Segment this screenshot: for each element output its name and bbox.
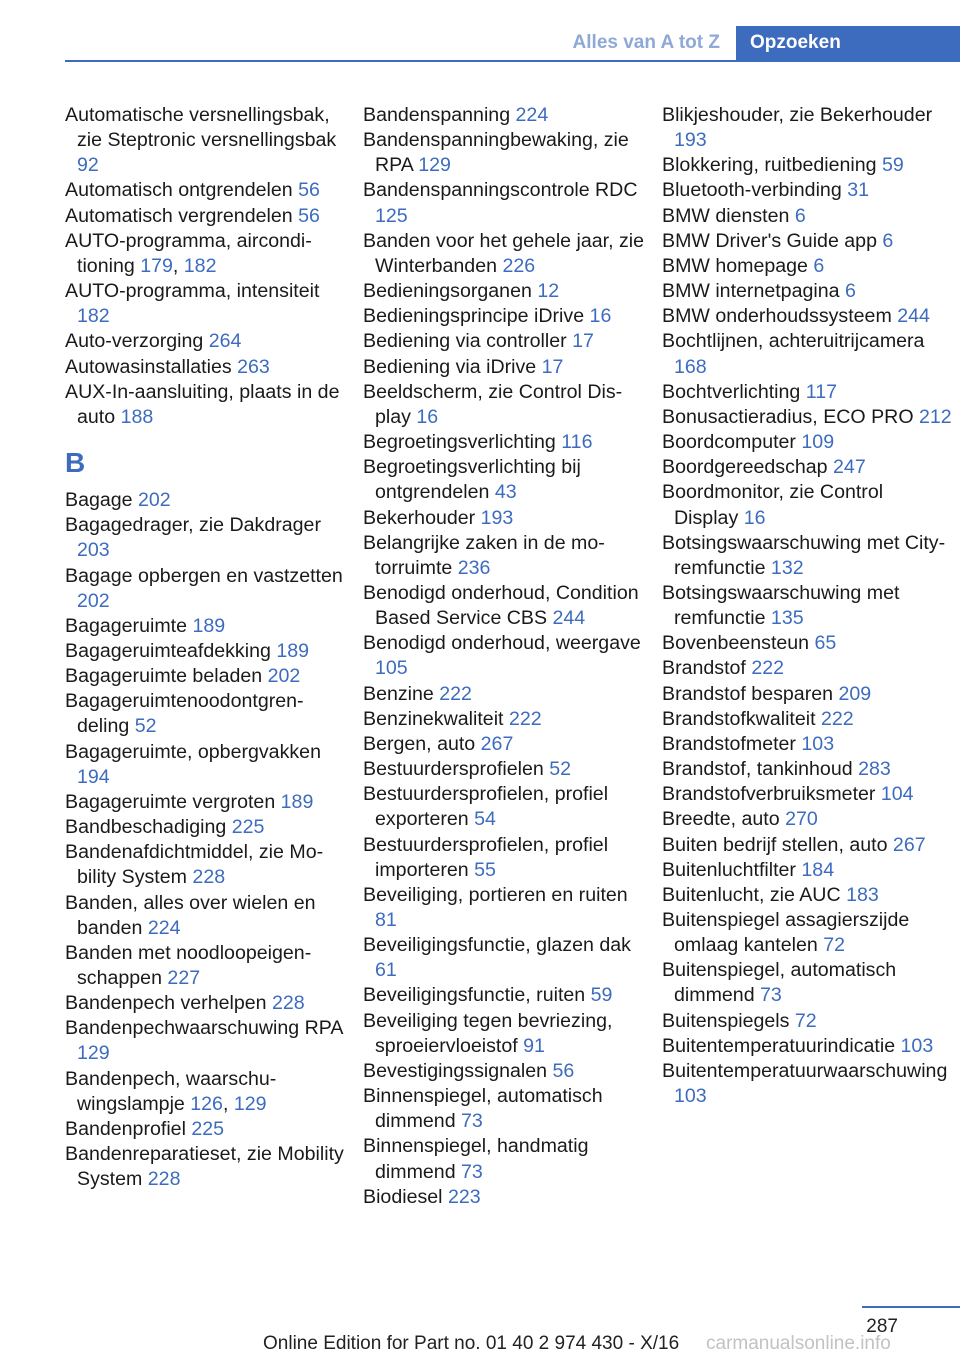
index-entry [363, 1084, 645, 1134]
page-link[interactable]: 194 [77, 765, 110, 788]
index-entry [662, 581, 952, 631]
page-link[interactable]: 224 [515, 104, 549, 126]
index-term: Brandstofmeter [662, 732, 802, 755]
index-entry [662, 430, 952, 455]
page-link[interactable]: 209 [838, 682, 872, 705]
index-entry [363, 506, 645, 531]
page-link[interactable]: 73 [461, 1160, 483, 1183]
page-link[interactable]: 105 [375, 657, 408, 680]
index-term: Bandenpechwaarschuwing RPA [65, 1017, 343, 1040]
index-entry [662, 103, 952, 153]
index-entry [65, 815, 345, 840]
index-entry [65, 355, 345, 380]
index-term: AUX-In-aansluiting, plaats in de auto [65, 380, 340, 428]
watermark: carmanualsonline.info [706, 1333, 891, 1354]
page-link[interactable]: 54 [474, 808, 496, 831]
page-link[interactable]: 12 [537, 280, 560, 303]
index-term: Bevestigingssignalen [363, 1059, 553, 1082]
page-link[interactable]: 189 [280, 790, 314, 813]
page-link[interactable]: 61 [375, 959, 397, 982]
page-link[interactable]: 179 [140, 254, 173, 277]
page-link[interactable]: 43 [494, 481, 517, 504]
page-link[interactable]: 117 [805, 380, 838, 403]
page-link[interactable]: 226 [502, 254, 536, 277]
page-link[interactable]: 132 [770, 556, 804, 579]
index-entry [363, 682, 645, 707]
index-term: Botsingswaarschuwing met remfunctie [662, 581, 900, 630]
index-entry [662, 405, 952, 430]
index-term: Beveiligingsfunctie, ruiten [363, 984, 591, 1007]
page-link[interactable]: 17 [541, 355, 564, 378]
page-link[interactable]: 129 [77, 1042, 110, 1065]
index-entry [65, 941, 345, 991]
index-term: Bandenreparatieset, zie Mobility System [65, 1143, 344, 1191]
index-term: Bagageruimte beladen [65, 665, 268, 688]
index-entry [363, 983, 645, 1008]
index-entry [662, 178, 952, 203]
page-link[interactable]: 183 [846, 883, 879, 906]
index-term: Benzine [363, 682, 440, 705]
page-link[interactable]: 59 [882, 154, 904, 177]
page-link[interactable]: 73 [461, 1110, 483, 1133]
index-entry [363, 732, 645, 757]
index-term: Bochtverlichting [662, 380, 806, 403]
index-term: Bandenpech, waarschuwingslampje [65, 1067, 277, 1115]
index-term: Bestuurdersprofielen [363, 758, 550, 781]
index-term: Bandenprofiel [65, 1117, 192, 1140]
index-entry [662, 757, 952, 782]
index-entry [65, 991, 345, 1016]
index-entry [662, 480, 952, 530]
index-term: Bluetooth-verbinding [662, 179, 848, 202]
page-link[interactable]: 103 [801, 732, 835, 755]
index-term: Benodigd onderhoud, Condition Based Service CBS [363, 581, 639, 630]
index-entry [662, 782, 952, 807]
page-link[interactable]: 104 [880, 783, 914, 806]
page-link[interactable]: 6 [813, 254, 825, 277]
index-term: Begroetingsverlichting [363, 431, 562, 454]
index-term: AUTO-programma, intensiteit [65, 280, 320, 303]
index-entry [363, 128, 645, 178]
index-entry [363, 329, 645, 354]
index-term: Bediening via iDrive [363, 355, 542, 378]
page-link[interactable]: 222 [751, 657, 785, 680]
page-link[interactable]: 16 [416, 405, 439, 428]
page-link[interactable]: 65 [814, 632, 837, 655]
page-link[interactable]: 168 [674, 355, 707, 378]
index-entry [662, 1034, 952, 1059]
index-term: Boordcomputer [662, 431, 802, 454]
index-term: Bagageruimte vergroten [65, 790, 281, 813]
page-link[interactable]: 6 [882, 229, 894, 252]
index-term: Bagage [65, 489, 138, 512]
index-term: Buitenspiegel assagierszijde omlaag kantelen [662, 909, 910, 957]
page-link[interactable]: 267 [892, 833, 926, 856]
page-link[interactable]: 72 [794, 1009, 817, 1032]
page-link[interactable]: 182 [77, 305, 110, 328]
page-link[interactable]: 244 [552, 607, 586, 630]
index-entry [662, 656, 952, 681]
page-link[interactable]: 203 [77, 539, 110, 562]
index-term: Banden voor het gehele jaar, zie Winterbanden [363, 229, 645, 277]
index-entry [65, 204, 345, 229]
page-link[interactable]: 188 [120, 405, 154, 428]
index-term: Buitenspiegels [662, 1009, 795, 1032]
index-term: Bagageruimtenoodontgrendeling [65, 690, 304, 738]
index-entry [363, 1185, 645, 1210]
index-entry [363, 229, 645, 279]
index-term: Beveiliging tegen bevriezing, sproeiervloeistof [363, 1009, 613, 1057]
index-entry [65, 664, 345, 689]
index-entry [662, 908, 952, 958]
index-term: Brandstof [662, 657, 752, 680]
page-link[interactable]: 222 [508, 707, 542, 730]
index-term: Blokkering, ruitbediening [662, 154, 883, 177]
index-entry [662, 304, 952, 329]
index-term: Bandbeschadiging [65, 816, 232, 839]
page-link[interactable]: 31 [847, 179, 869, 202]
index-entry [363, 757, 645, 782]
index-entry: AUTO-programma, airconditioning 179, 182 [65, 229, 312, 277]
index-entry [65, 1117, 345, 1142]
page-link[interactable]: 247 [833, 456, 866, 479]
index-entry [662, 958, 952, 1008]
index-term: Autowasinstallaties [65, 355, 238, 378]
index-entry [65, 564, 345, 614]
page-link[interactable]: 56 [552, 1059, 575, 1082]
page-link[interactable]: 189 [192, 614, 226, 637]
index-term: Bandenpech verhelpen [65, 992, 272, 1015]
index-term: Bochtlijnen, achteruitrijcamera [662, 330, 925, 353]
index-term: Buitenlucht, zie AUC [662, 883, 847, 906]
page-link[interactable]: 16 [589, 305, 612, 328]
page-link[interactable]: 223 [447, 1185, 481, 1208]
page-link[interactable]: 103 [674, 1085, 707, 1108]
index-term: Benodigd onderhoud, weergave [363, 632, 641, 655]
index-entry [65, 689, 345, 739]
page-link[interactable]: 228 [147, 1168, 181, 1191]
page-link[interactable]: 193 [674, 129, 707, 152]
index-term: Bestuurdersprofielen, profiel exporteren [363, 783, 609, 831]
index-entry [662, 682, 952, 707]
index-term: Banden, alles over wielen en banden [65, 891, 316, 939]
index-entry [363, 178, 645, 228]
index-term: Belangrijke zaken in de motorruimte [363, 531, 605, 579]
index-entry [662, 254, 952, 279]
index-entry [662, 531, 952, 581]
page-link[interactable]: 81 [375, 909, 397, 931]
index-entry [65, 790, 345, 815]
index-entry [65, 1016, 345, 1066]
page-link[interactable]: 91 [523, 1034, 545, 1057]
index-term: Brandstof, tankinhoud [662, 758, 859, 781]
page-link[interactable]: 225 [191, 1117, 225, 1140]
index-term: BMW Driver's Guide app [662, 229, 883, 252]
page-link[interactable]: 129 [233, 1092, 267, 1115]
page-link[interactable]: 182 [183, 254, 217, 277]
index-term: Buitentemperatuurindicatie [662, 1034, 901, 1057]
index-entry [363, 103, 645, 128]
index-entry [662, 153, 952, 178]
index-entry [363, 707, 645, 732]
index-term: BMW internetpagina [662, 280, 845, 303]
index-term: Beveiligingsfunctie, glazen dak [363, 934, 631, 957]
index-entry [363, 883, 645, 933]
page-link[interactable]: 283 [858, 758, 891, 781]
index-entry [363, 631, 645, 681]
index-entry [363, 933, 645, 983]
index-entry [662, 631, 952, 656]
page-link[interactable]: 73 [760, 984, 782, 1007]
page-number: 287 [866, 1316, 898, 1337]
index-term: Brandstofverbruiksmeter [662, 783, 881, 806]
index-entry [65, 329, 345, 354]
index-term: Bandenspanningscontrole RDC [363, 179, 638, 202]
index-entry: Bandenpech, waarschuwingslampje 126, 129 [65, 1067, 277, 1115]
index-term: Bekerhouder [363, 506, 481, 529]
page-link[interactable]: 92 [77, 154, 99, 177]
page-header [65, 26, 960, 62]
index-term: Bedieningsprincipe iDrive [363, 305, 590, 328]
index-entry [662, 833, 952, 858]
index-entry [65, 488, 345, 513]
page-link[interactable]: 228 [272, 992, 305, 1015]
index-term: Bandenspanning [363, 104, 516, 126]
index-entry [363, 430, 645, 455]
page-link[interactable]: 56 [298, 204, 320, 227]
page-link[interactable]: 193 [480, 506, 514, 529]
page-link[interactable]: 109 [801, 431, 835, 454]
index-entry [662, 329, 952, 379]
index-term: Binnenspiegel, automatisch dimmend [363, 1085, 603, 1133]
index-entry [363, 581, 645, 631]
index-term: Bandenspanningbewaking, zie RPA [363, 129, 629, 177]
index-term: Buitentemperatuurwaarschuwing [662, 1059, 948, 1082]
index-entry [363, 279, 645, 304]
page-link[interactable]: 16 [743, 506, 766, 529]
index-column-3 [662, 103, 952, 1109]
index-entry [662, 204, 952, 229]
page-link[interactable]: 56 [298, 179, 320, 202]
index-term: Bedieningsorganen [363, 280, 538, 303]
index-entry [363, 833, 645, 883]
index-entry [65, 891, 345, 941]
index-term: Bovenbeensteun [662, 632, 815, 655]
index-term: Bagageruimte, opbergvakken [65, 740, 321, 763]
page-link[interactable]: 224 [147, 916, 181, 939]
active-tab-opzoeken[interactable]: Opzoeken [736, 26, 960, 62]
index-entry [662, 279, 952, 304]
footer-rule [862, 1306, 960, 1308]
index-entry [363, 455, 645, 505]
page-link[interactable]: 225 [231, 816, 265, 839]
page-link[interactable]: 116 [561, 431, 593, 454]
index-term: BMW homepage [662, 254, 814, 277]
index-letter-heading: B [65, 447, 86, 479]
index-entry [662, 732, 952, 757]
page-link[interactable]: 212 [919, 405, 952, 428]
index-term: Bagage opbergen en vastzetten [65, 564, 343, 587]
edition-text: Online Edition for Part no. 01 40 2 974 430 - X/16 [263, 1333, 680, 1354]
index-term: Brandstof besparen [662, 682, 839, 705]
page-link[interactable]: 222 [439, 682, 472, 705]
page-link[interactable]: 263 [237, 355, 270, 378]
page-link[interactable]: 52 [549, 758, 572, 781]
index-term: Beeldscherm, zie Control Display [363, 380, 623, 428]
index-entry [662, 707, 952, 732]
index-term: BMW onderhoudssysteem [662, 305, 898, 328]
index-entry [65, 513, 345, 563]
index-entry [65, 614, 345, 639]
index-term: Blikjeshouder, zie Bekerhouder [662, 104, 933, 126]
index-term: Breedte, auto [662, 808, 786, 831]
page-link[interactable]: 244 [897, 305, 930, 328]
index-term: Boordgereedschap [662, 456, 834, 479]
index-column-2 [363, 103, 645, 1210]
page-link[interactable]: 202 [138, 489, 171, 512]
index-term: Bediening via controller [363, 330, 573, 353]
index-term: Bandenafdichtmiddel, zie Mobility System [65, 841, 324, 889]
page-link[interactable]: 202 [77, 589, 110, 612]
index-term: Buitenluchtfilter [662, 858, 802, 881]
index-term: Bagageruimte [65, 614, 193, 637]
index-term: Bestuurdersprofielen, profiel importeren [363, 833, 609, 881]
index-term: AUTO-programma, airconditioning [65, 229, 312, 277]
page-link[interactable]: 126 [190, 1092, 223, 1115]
index-term: Buiten bedrijf stellen, auto [662, 833, 893, 856]
index-term: Buitenspiegel, automatisch dimmend [662, 959, 897, 1007]
index-term: Botsingswaarschuwing met City-remfunctie [662, 531, 946, 579]
index-term: Automatisch ontgrendelen [65, 179, 299, 202]
index-entry [65, 103, 345, 178]
index-entry [65, 279, 345, 329]
index-term: Automatisch vergrendelen [65, 204, 299, 227]
index-column-1 [65, 103, 345, 1192]
page-link[interactable]: 55 [474, 858, 496, 881]
page-link[interactable]: 189 [276, 639, 310, 662]
index-term: Binnenspiegel, handmatig dimmend [363, 1135, 589, 1183]
index-entry [363, 1009, 645, 1059]
page-link[interactable]: 227 [167, 967, 201, 989]
index-entry [662, 858, 952, 883]
index-entry [662, 883, 952, 908]
index-entry [65, 380, 345, 430]
index-term: Beveiliging, portieren en ruiten [363, 883, 628, 906]
index-term: Boordmonitor, zie Control Display [662, 481, 884, 529]
index-entry [65, 740, 345, 790]
index-term: Automatische versnellingsbak, zie Steptronic versnellingsbak [65, 104, 337, 152]
index-entry [662, 1009, 952, 1034]
index-entry [363, 304, 645, 329]
index-entry [363, 380, 645, 430]
page-link[interactable]: 59 [590, 984, 613, 1007]
page-link[interactable]: 125 [375, 204, 408, 227]
page-link[interactable]: 129 [418, 154, 451, 177]
header-rule [65, 60, 960, 62]
index-term: Bonusactieradius, ECO PRO [662, 405, 920, 428]
index-term: Brandstofkwaliteit [662, 707, 821, 730]
index-entry [363, 1059, 645, 1084]
page-link[interactable]: 236 [457, 556, 491, 579]
page-link[interactable]: 270 [785, 808, 818, 831]
index-entry [65, 639, 345, 664]
page-link[interactable]: 267 [480, 732, 514, 755]
index-term: Bergen, auto [363, 732, 481, 755]
index-term: Biodiesel [363, 1185, 448, 1208]
index-entry [363, 355, 645, 380]
page-link[interactable]: 184 [801, 858, 835, 881]
index-entry [662, 229, 952, 254]
page-link[interactable]: 264 [208, 330, 242, 353]
page-link[interactable]: 103 [900, 1034, 934, 1057]
index-entry [662, 455, 952, 480]
page-link[interactable]: 228 [192, 866, 226, 889]
index-entry [363, 1134, 645, 1184]
index-entry [65, 178, 345, 203]
index-term: Begroetingsverlichting bij ontgrendelen [363, 456, 581, 504]
page-link[interactable]: 72 [823, 934, 846, 957]
page-link[interactable]: 52 [134, 715, 157, 738]
page-link[interactable]: 202 [267, 665, 301, 688]
page-link[interactable]: 222 [821, 707, 854, 730]
index-entry [363, 782, 645, 832]
index-entry [65, 1142, 345, 1192]
index-entry [65, 840, 345, 890]
page-link[interactable]: 17 [572, 330, 594, 353]
index-entry [662, 1059, 952, 1109]
index-term: Banden met noodloopeigenschappen [65, 941, 312, 989]
page-link[interactable]: 135 [770, 607, 804, 630]
index-entry [363, 531, 645, 581]
index-term: Bagagedrager, zie Dakdrager [65, 514, 321, 537]
index-term: BMW diensten [662, 204, 795, 227]
index-term: Auto-verzorging [65, 330, 209, 353]
page-link[interactable]: 6 [794, 204, 806, 227]
index-term: Bagageruimteafdekking [65, 639, 277, 662]
page-link[interactable]: 6 [844, 280, 856, 303]
section-tab[interactable]: Alles van A tot Z [572, 32, 720, 53]
index-entry [662, 807, 952, 832]
index-entry [662, 380, 952, 405]
index-term: Benzinekwaliteit [363, 707, 509, 730]
